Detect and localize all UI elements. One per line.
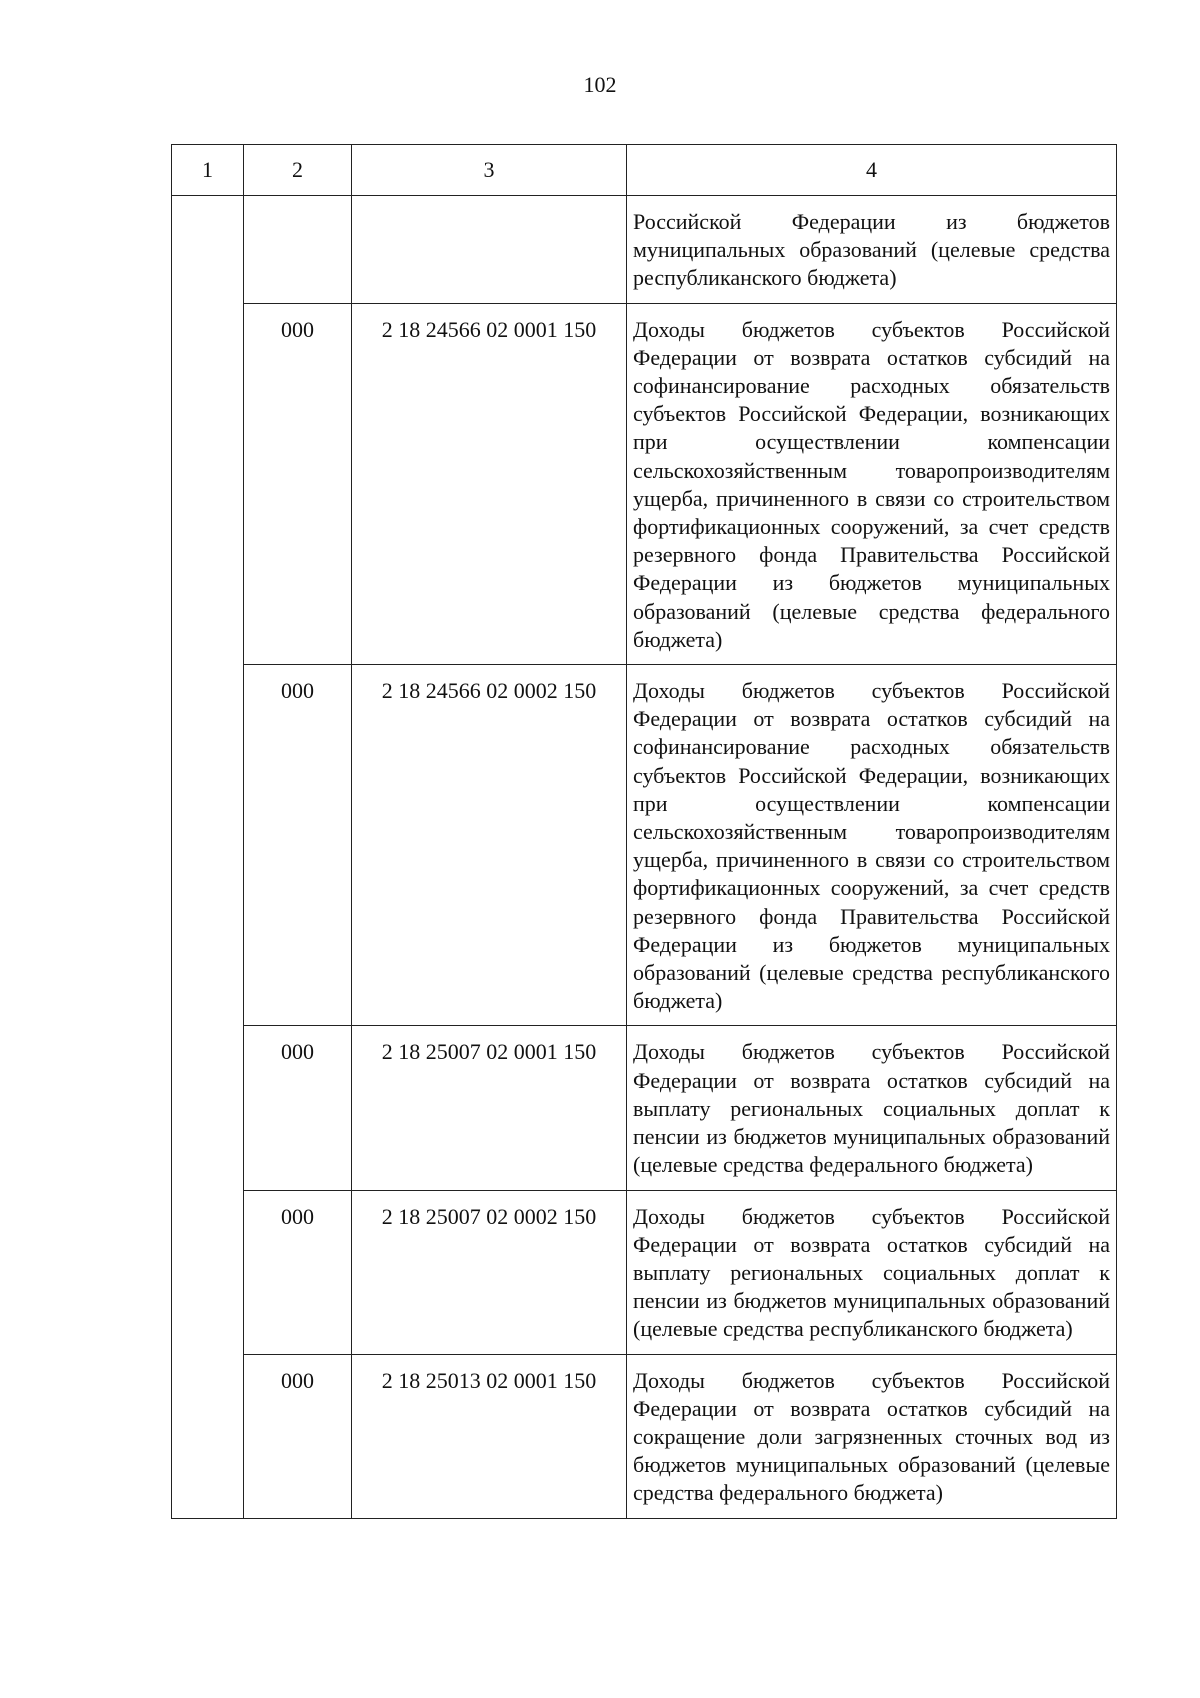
cell-admin-code: [244, 303, 352, 664]
header-col-3: 3: [352, 145, 627, 196]
cell-admin-code: [244, 1026, 352, 1190]
kbk-text: 2 18 25007 02 0002 150: [381, 1203, 597, 1229]
cell-kbk: [352, 1354, 627, 1518]
cell-admin-code: [244, 196, 352, 304]
cell-description: [627, 1190, 1117, 1354]
kbk-text: [352, 196, 626, 208]
description-text: Доходы бюджетов субъектов Российской Федерации от возврата остатков субсидий на софинансирование расходных обязательств субъектов Российской Федерации, возникающих при осуществлении компенсации сельскохозяйственным товаропроизводителям ущерба, причиненного в связи со строительством фортификационных сооружений, за счет средств резервного фонда Правительства Российской Федерации из бюджетов муниципальных образований (целевые средства республиканского бюджета): [633, 678, 1110, 1014]
description-text: Российской Федерации из бюджетов муниципальных образований (целевые средства республиканского бюджета): [633, 209, 1110, 291]
cell-kbk: [352, 196, 627, 304]
table-row: [172, 665, 1117, 1026]
header-col-4: 4: [627, 145, 1117, 196]
header-col-2: 2: [244, 145, 352, 196]
description-text: Доходы бюджетов субъектов Российской Федерации от возврата остатков субсидий на выплату региональных социальных доплат к пенсии из бюджетов муниципальных образований (целевые средства федерального бюджета): [633, 1039, 1110, 1178]
description-text: Доходы бюджетов субъектов Российской Федерации от возврата остатков субсидий на сокращение доли загрязненных сточных вод из бюджетов муниципальных образований (целевые средства федерального бюджета): [633, 1367, 1110, 1506]
cell-description: [627, 303, 1117, 664]
description-text: Доходы бюджетов субъектов Российской Федерации от возврата остатков субсидий на выплату региональных социальных доплат к пенсии из бюджетов муниципальных образований (целевые средства республиканского бюджета): [633, 1203, 1110, 1342]
table-body: [172, 196, 1117, 1519]
table-header: [172, 145, 1117, 196]
header-row: [172, 145, 1117, 196]
cell-kbk: [352, 1190, 627, 1354]
header-col-1: 1: [172, 145, 244, 196]
cell-kbk: [352, 665, 627, 1026]
cell-col1-merged: [172, 196, 244, 1519]
table-row: [172, 1026, 1117, 1190]
admin-code-text: 000: [281, 1039, 314, 1065]
kbk-text: 2 18 25007 02 0001 150: [381, 1039, 597, 1065]
cell-kbk: [352, 1026, 627, 1190]
page-number: 102: [583, 72, 617, 97]
cell-description: [627, 196, 1117, 304]
table-row: [172, 196, 1117, 304]
admin-code-text: 000: [281, 1203, 314, 1229]
admin-code-text: 000: [281, 316, 314, 342]
budget-codes-table: [171, 144, 1117, 1519]
table-row: [172, 1190, 1117, 1354]
description-text: Доходы бюджетов субъектов Российской Федерации от возврата остатков субсидий на софинансирование расходных обязательств субъектов Российской Федерации, возникающих при осуществлении компенсации сельскохозяйственным товаропроизводителям ущерба, причиненного в связи со строительством фортификационных сооружений, за счет средств резервного фонда Правительства Российской Федерации из бюджетов муниципальных образований (целевые средства федерального бюджета): [633, 316, 1110, 652]
cell-admin-code: [244, 665, 352, 1026]
admin-code-text: 000: [281, 678, 314, 704]
kbk-text: 2 18 25013 02 0001 150: [381, 1367, 597, 1393]
cell-description: [627, 1354, 1117, 1518]
cell-kbk: [352, 303, 627, 664]
cell-admin-code: [244, 1354, 352, 1518]
kbk-text: 2 18 24566 02 0002 150: [381, 678, 597, 704]
cell-admin-code: [244, 1190, 352, 1354]
admin-code-text: [244, 196, 351, 208]
cell-description: [627, 665, 1117, 1026]
admin-code-text: 000: [281, 1367, 314, 1393]
table-row: [172, 303, 1117, 664]
table-row: [172, 1354, 1117, 1518]
kbk-text: 2 18 24566 02 0001 150: [381, 316, 597, 342]
cell-description: [627, 1026, 1117, 1190]
